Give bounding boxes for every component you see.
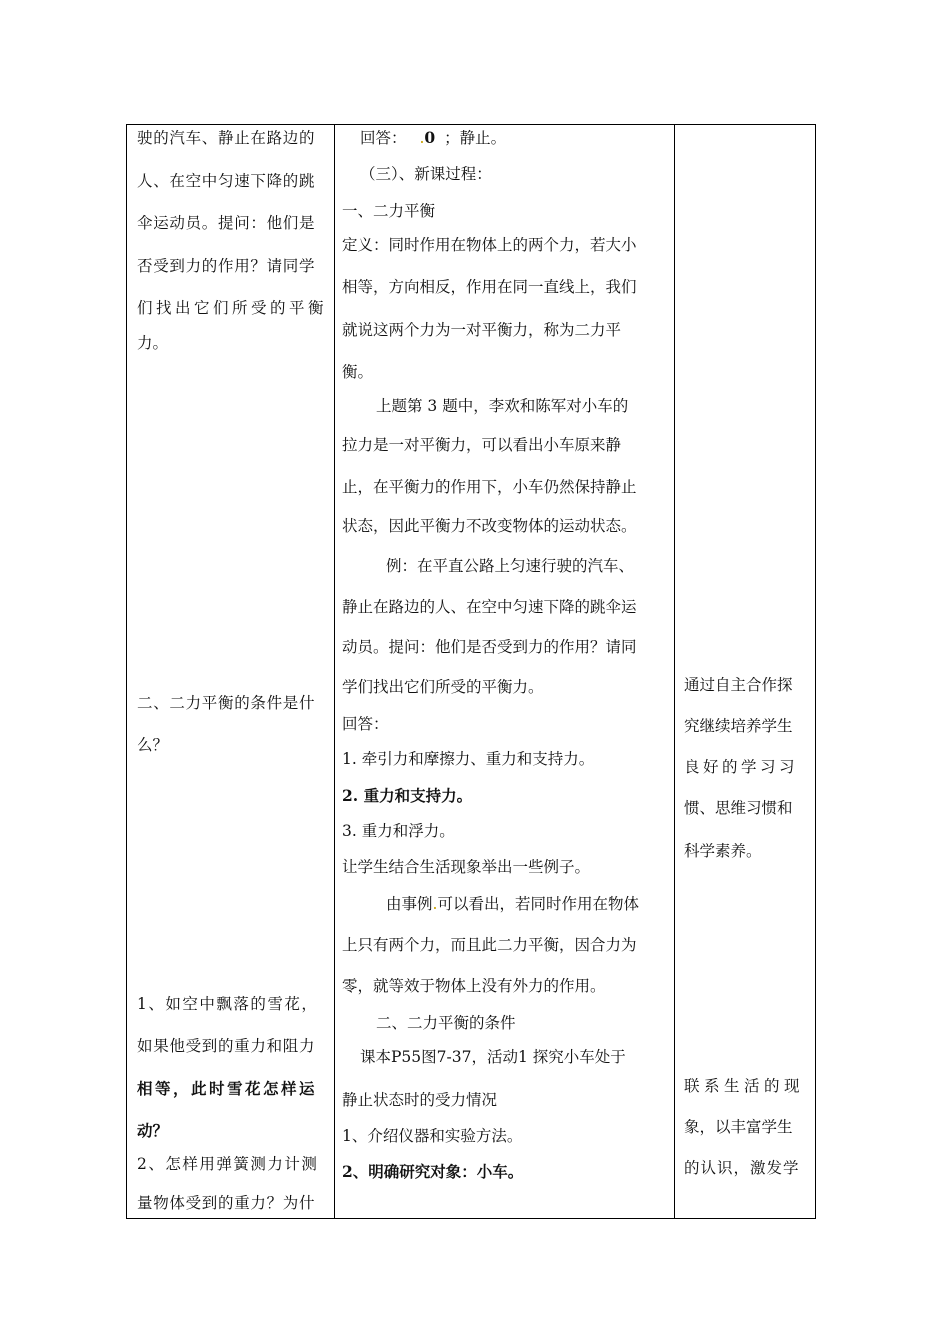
text-line: 课本P55图7-37，活动1 探究小车处于 [360, 1048, 626, 1066]
text-line: 定义：同时作用在物体上的两个力，若大小 [342, 236, 637, 254]
text-line: 相等，方向相反，作用在同一直线上，我们 [342, 278, 637, 296]
text-line: 的认识，激发学 [684, 1159, 800, 1177]
text-line: 学们找出它们所受的平衡力。 [342, 678, 544, 696]
text-line: 们找出它们所受的平衡 [137, 299, 328, 317]
text-line: 衡。 [342, 363, 374, 381]
text-line: 零，就等效于物体上没有外力的作用。 [342, 977, 606, 995]
answer-line [360, 128, 506, 148]
text-line: 通过自主合作探 [684, 676, 793, 694]
text-line: 上题第 3 题中，李欢和陈军对小车的 [376, 397, 629, 415]
text-line: 伞运动员。提问：他们是 [137, 214, 316, 232]
text-line: 让学生结合生活现象举出一些例子。 [342, 858, 591, 876]
text-line: 象，以丰富学生 [684, 1118, 793, 1136]
answer-suffix: ；静止。 [444, 129, 507, 147]
list-item: 1. 牵引力和摩擦力、重力和支持力。 [342, 750, 595, 768]
text-line: 否受到力的作用？请同学 [137, 257, 316, 275]
text-line: 上只有两个力，而且此二力平衡，因合力为 [342, 936, 637, 954]
text-line-bold: 动？ [137, 1121, 169, 1140]
list-item: 3. 重力和浮力。 [342, 822, 455, 840]
text-line: 驶的汽车、静止在路边的 [137, 129, 316, 147]
list-item-bold: 2、明确研究对象：小车。 [342, 1162, 524, 1181]
subsection-heading: 二、二力平衡的条件 [376, 1014, 516, 1032]
text-line: 究继续培养学生 [684, 717, 793, 735]
text-line: 如果他受到的重力和阻力 [137, 1037, 316, 1055]
text-line: 良好的学习习 [684, 758, 799, 776]
text-line: 静止在路边的人、在空中匀速下降的跳伞运 [342, 598, 637, 616]
highlight-mark: . [432, 895, 438, 913]
text-line: 就说这两个力为一对平衡力，称为二力平 [342, 321, 622, 339]
text-line: 静止状态时的受力情况 [342, 1091, 498, 1109]
right-column-cell [675, 124, 815, 1219]
subsection-heading: 一、二力平衡 [342, 202, 436, 220]
text-line: 例：在平直公路上匀速行驶的汽车、 [386, 557, 635, 575]
text-fragment: 可以看出，若同时作用在物体 [437, 895, 639, 913]
text-line: 联系生活的现 [684, 1077, 805, 1095]
text-line: 止，在平衡力的作用下，小车仍然保持静止 [342, 478, 637, 496]
text-line: 量物体受到的重力？为什 [137, 1194, 316, 1212]
text-line: 人、在空中匀速下降的跳 [137, 172, 316, 190]
list-item: 2. 重力和支持力。 [342, 786, 473, 805]
middle-column-cell [335, 124, 674, 1219]
text-line: 科学素养。 [684, 842, 762, 860]
text-line [386, 894, 639, 914]
text-line: 1、如空中飘落的雪花， [137, 995, 319, 1013]
text-line: 惯、思维习惯和 [684, 799, 793, 817]
text-line: 么？ [137, 736, 169, 754]
text-line: 状态，因此平衡力不改变物体的运动状态。 [342, 517, 637, 535]
list-item: 1、介绍仪器和实验方法。 [342, 1127, 523, 1145]
answer-value: 0 [424, 128, 436, 147]
text-line: 2、怎样用弹簧测力计测 [137, 1155, 319, 1173]
text-fragment: 由事例 [386, 895, 433, 913]
table-right-border [815, 124, 816, 1219]
answer-label: 回答： [360, 129, 407, 147]
question-2-heading: 二、二力平衡的条件是什 [137, 694, 316, 712]
text-line: 力。 [137, 334, 169, 352]
highlight-mark: . [419, 129, 425, 147]
section-heading: （三）、新课过程： [360, 165, 492, 183]
text-line: 动员。提问：他们是否受到力的作用？请同 [342, 638, 637, 656]
text-line: 回答： [342, 715, 389, 733]
lesson-table [126, 124, 816, 1219]
text-line: 拉力是一对平衡力，可以看出小车原来静 [342, 436, 622, 454]
text-line-bold: 相等，此时雪花怎样运 [137, 1079, 318, 1098]
left-column-cell [126, 124, 334, 1219]
